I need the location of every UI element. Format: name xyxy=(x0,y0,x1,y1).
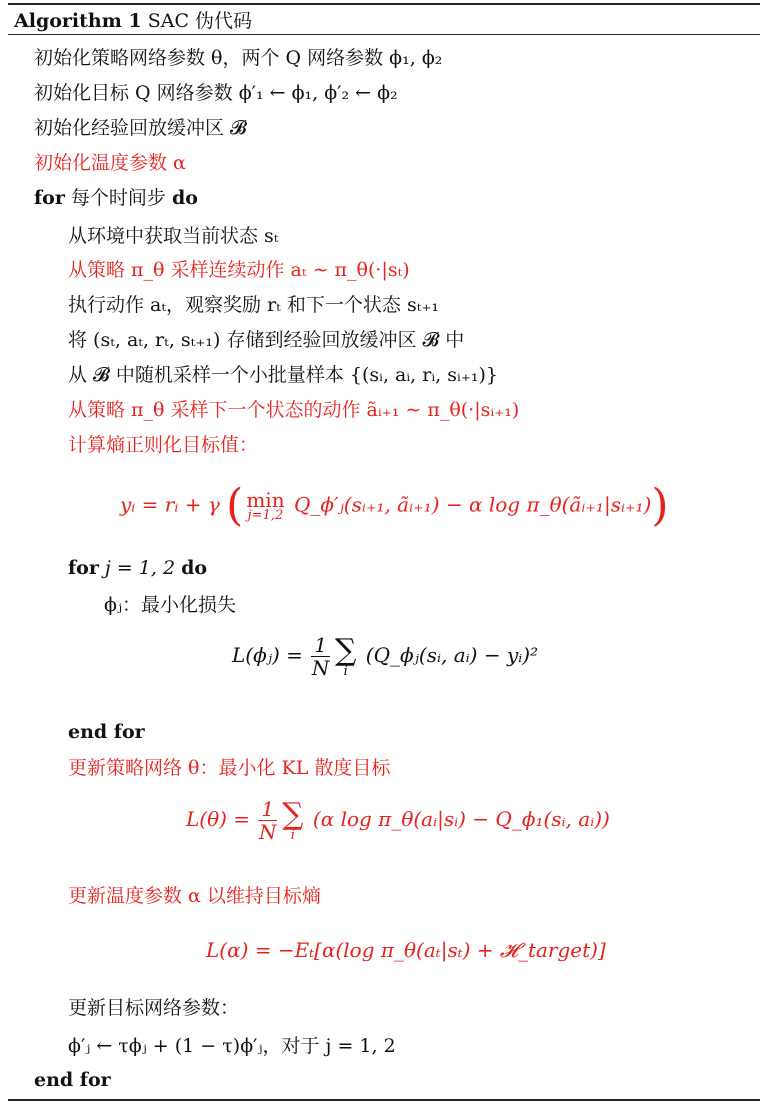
q-loss-lhs: L(ϕⱼ) = xyxy=(232,643,303,667)
line-init-buffer: 初始化经验回放缓冲区 𝓑 xyxy=(34,117,247,139)
target-open-paren: ( xyxy=(226,480,244,531)
line-compute-target: 计算熵正则化目标值： xyxy=(68,434,259,456)
sum-sign: ∑ xyxy=(282,796,304,832)
line-observe: 从环境中获取当前状态 sₜ xyxy=(68,225,279,247)
target-min-label: min xyxy=(246,488,285,512)
pi-loss-numerator: 1 xyxy=(258,798,277,821)
for-inner-keyword: for xyxy=(68,557,99,579)
q-loss-fraction xyxy=(311,634,330,679)
pi-loss-lhs: L(θ) = xyxy=(186,807,251,831)
for-outer-condition: 每个时间步 xyxy=(70,187,166,209)
line-update-target-label: 更新目标网络参数： xyxy=(68,997,240,1019)
q-loss-sum xyxy=(335,632,357,679)
pi-loss-sum-subscript: i xyxy=(290,827,295,843)
target-body: Q_ϕ′ⱼ(sᵢ₊₁, ãᵢ₊₁) − α log π_θ(ãᵢ₊₁|sᵢ₊₁) xyxy=(293,492,652,517)
algorithm-name: SAC 伪代码 xyxy=(147,10,253,32)
line-update-alpha: 更新温度参数 α 以维持目标熵 xyxy=(68,885,321,907)
target-min-subscript: j=1,2 xyxy=(247,508,284,523)
do-keyword: do xyxy=(171,187,198,209)
pi-loss-fraction xyxy=(258,798,277,843)
sum-sign: ∑ xyxy=(335,632,357,668)
equation-q-loss xyxy=(232,634,538,679)
top-rule xyxy=(8,3,760,5)
equation-target xyxy=(120,480,669,531)
title-rule xyxy=(8,34,760,35)
q-loss-denominator: N xyxy=(311,656,330,680)
line-for-outer xyxy=(34,186,198,210)
line-init-alpha: 初始化温度参数 α xyxy=(34,152,186,174)
q-loss-sum-subscript: i xyxy=(343,663,348,679)
equation-policy-loss xyxy=(186,798,610,843)
line-execute: 执行动作 aₜ，观察奖励 rₜ 和下一个状态 sₜ₊₁ xyxy=(68,294,440,316)
pi-loss-body: (α log π_θ(aᵢ|sᵢ) − Q_ϕ₁(sᵢ, aᵢ)) xyxy=(312,807,610,831)
line-phi-j: ϕⱼ：最小化损失 xyxy=(104,594,236,616)
for-inner-condition: j = 1, 2 xyxy=(104,557,176,579)
algorithm-title xyxy=(14,6,252,33)
line-init-targets: 初始化目标 Q 网络参数 ϕ′₁ ← ϕ₁, ϕ′₂ ← ϕ₂ xyxy=(34,82,398,104)
line-store: 将 (sₜ, aₜ, rₜ, sₜ₊₁) 存储到经验回放缓冲区 𝓑 中 xyxy=(68,329,465,351)
for-keyword: for xyxy=(34,187,65,209)
target-lhs: yᵢ = rᵢ + γ xyxy=(120,492,220,517)
target-close-paren: ) xyxy=(651,480,669,531)
line-end-inner: end for xyxy=(68,721,145,743)
line-sample-next: 从策略 π_θ 采样下一个状态的动作 ãᵢ₊₁ ∼ π_θ(·|sᵢ₊₁) xyxy=(68,399,520,421)
line-init-nets: 初始化策略网络参数 θ，两个 Q 网络参数 ϕ₁, ϕ₂ xyxy=(34,47,443,69)
pi-loss-denominator: N xyxy=(259,820,277,844)
pi-loss-sum xyxy=(282,796,304,843)
q-loss-numerator: 1 xyxy=(311,634,330,657)
line-for-inner xyxy=(68,556,207,580)
equation-alpha-loss: L(α) = −Eₜ[α(log π_θ(aₜ|sₜ) + 𝓗_target)] xyxy=(206,938,606,962)
bottom-rule xyxy=(8,1099,760,1101)
line-soft-update: ϕ′ⱼ ← τϕⱼ + (1 − τ)ϕ′ⱼ，对于 j = 1, 2 xyxy=(68,1035,396,1057)
line-minibatch: 从 𝓑 中随机采样一个小批量样本 {(sᵢ, aᵢ, rᵢ, sᵢ₊₁)} xyxy=(68,364,498,386)
q-loss-body: (Q_ϕⱼ(sᵢ, aᵢ) − yᵢ)² xyxy=(365,643,539,667)
line-update-policy: 更新策略网络 θ：最小化 KL 散度目标 xyxy=(68,757,391,779)
algorithm-label: Algorithm 1 xyxy=(14,10,142,32)
line-end-outer: end for xyxy=(34,1069,111,1091)
do-inner-keyword: do xyxy=(181,557,208,579)
line-sample-action: 从策略 π_θ 采样连续动作 aₜ ∼ π_θ(·|sₜ) xyxy=(68,259,410,281)
target-min-op xyxy=(246,490,284,522)
